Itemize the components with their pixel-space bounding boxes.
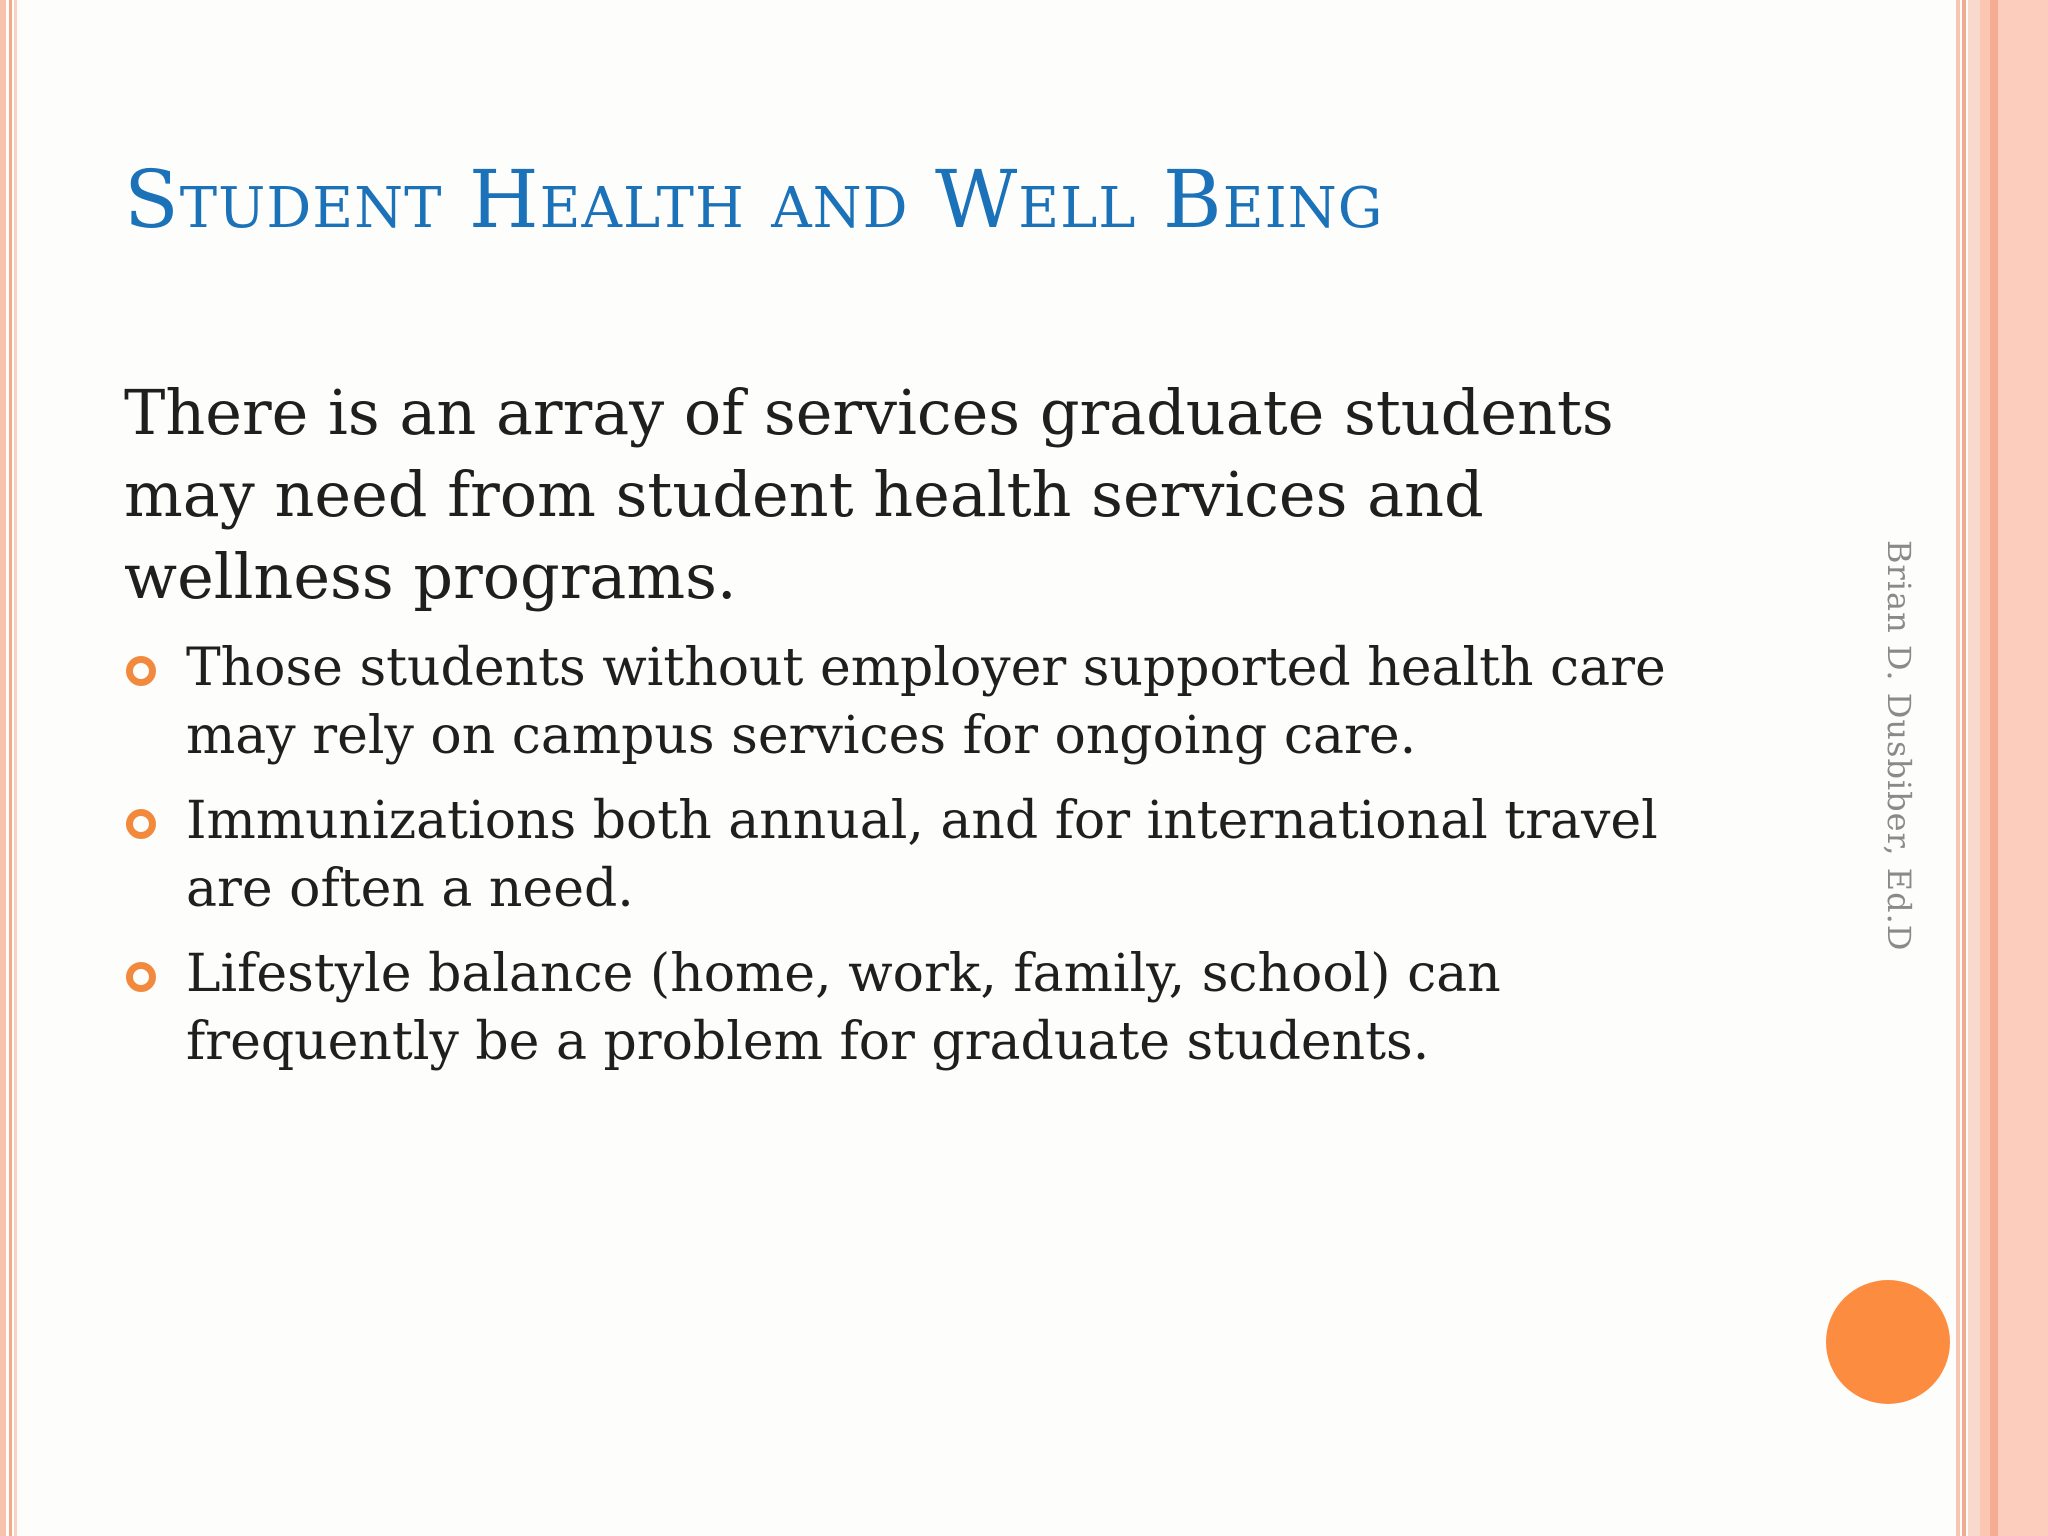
bullet-text: Lifestyle balance (home, work, family, school) can frequently be a problem for graduate students.	[186, 944, 1501, 1072]
right-border-stripe	[1956, 0, 1960, 1536]
bullet-item	[124, 787, 1684, 923]
left-border-stripe	[9, 0, 12, 1536]
circle-bullet-icon	[126, 809, 156, 839]
left-border-stripe	[0, 0, 6, 1536]
slide-title: Student Health and Well Being	[124, 153, 1384, 246]
right-border-stripe	[1990, 0, 1998, 1536]
bullet-item	[124, 940, 1684, 1076]
bullet-text: Immunizations both annual, and for international travel are often a need.	[186, 791, 1658, 919]
right-border-stripe	[1998, 0, 2048, 1536]
left-border-stripe	[14, 0, 17, 1536]
right-border-stripe	[1980, 0, 1990, 1536]
right-border-stripe	[1962, 0, 1966, 1536]
circle-bullet-icon	[126, 656, 156, 686]
bullet-item	[124, 634, 1684, 770]
orange-circle-decoration	[1826, 1280, 1950, 1404]
author-footer: Brian D. Dusbiber, Ed.D	[1880, 540, 1918, 952]
circle-bullet-icon	[126, 962, 156, 992]
bullet-text: Those students without employer supported health care may rely on campus services for ongoing care.	[186, 638, 1666, 766]
right-border-stripe	[1968, 0, 1980, 1536]
bullet-list	[124, 634, 1684, 1093]
intro-paragraph: There is an array of services graduate students may need from student health services and wellness programs.	[124, 376, 1614, 613]
